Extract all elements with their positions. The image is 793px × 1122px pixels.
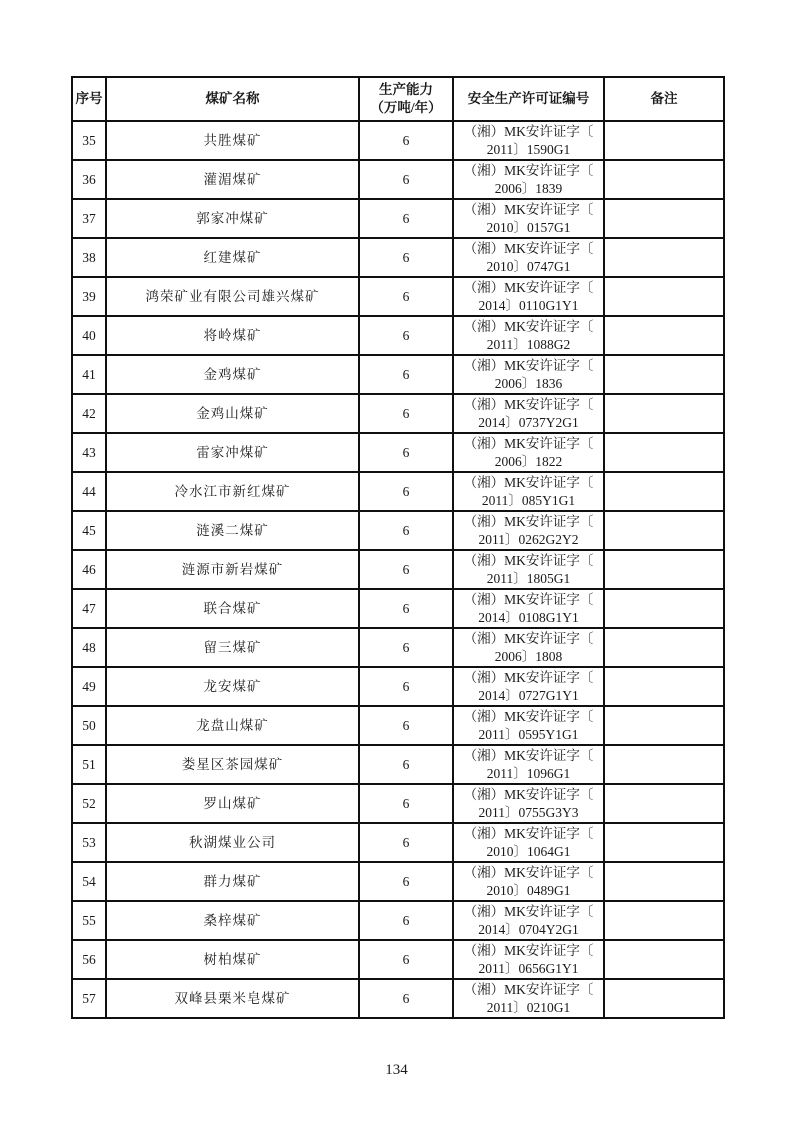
remark-value [604, 238, 724, 277]
license-number [453, 316, 604, 355]
row-index: 38 [72, 238, 106, 277]
mine-name: 雷家冲煤矿 [106, 433, 359, 472]
license-line2: 2006〕1808 [494, 648, 563, 664]
table-row [72, 589, 724, 628]
remark-value [604, 550, 724, 589]
remark-value [604, 901, 724, 940]
remark-value [604, 355, 724, 394]
remark-value [604, 121, 724, 160]
license-line2: 2006〕1822 [494, 453, 563, 469]
table-row [72, 121, 724, 160]
capacity-value: 6 [359, 355, 453, 394]
license-line2: 2010〕0489G1 [486, 882, 571, 898]
remark-value [604, 979, 724, 1018]
license-number [453, 901, 604, 940]
row-index: 56 [72, 940, 106, 979]
license-number [453, 238, 604, 277]
remark-value [604, 706, 724, 745]
table-row [72, 706, 724, 745]
mine-name: 龙盘山煤矿 [106, 706, 359, 745]
license-line2: 2011〕0210G1 [486, 999, 571, 1015]
mine-name: 郭家冲煤矿 [106, 199, 359, 238]
table-row [72, 667, 724, 706]
capacity-value: 6 [359, 940, 453, 979]
table-body [72, 121, 724, 1018]
page-number: 134 [385, 1062, 408, 1078]
coal-mine-table [71, 76, 725, 1019]
table-row [72, 628, 724, 667]
row-index: 52 [72, 784, 106, 823]
license-line2: 2011〕1088G2 [486, 336, 571, 352]
capacity-value: 6 [359, 706, 453, 745]
license-number [453, 628, 604, 667]
remark-value [604, 667, 724, 706]
remark-value [604, 316, 724, 355]
license-number [453, 550, 604, 589]
row-index: 46 [72, 550, 106, 589]
license-line2: 2014〕0704Y2G1 [478, 921, 579, 937]
capacity-value: 6 [359, 550, 453, 589]
table-row [72, 745, 724, 784]
row-index: 36 [72, 160, 106, 199]
license-number [453, 472, 604, 511]
license-line2: 2011〕0262G2Y2 [478, 531, 579, 547]
license-line1: （湘）MK安许证字〔 [463, 396, 594, 412]
remark-value [604, 160, 724, 199]
remark-value [604, 433, 724, 472]
remark-value [604, 940, 724, 979]
license-line1: （湘）MK安许证字〔 [463, 162, 594, 178]
row-index: 44 [72, 472, 106, 511]
license-number [453, 121, 604, 160]
capacity-value: 6 [359, 979, 453, 1018]
capacity-value: 6 [359, 511, 453, 550]
license-line2: 2010〕0157G1 [486, 219, 571, 235]
table-header [72, 77, 724, 121]
row-index: 53 [72, 823, 106, 862]
license-line1: （湘）MK安许证字〔 [463, 630, 594, 646]
mine-name: 双峰县栗米皂煤矿 [106, 979, 359, 1018]
row-index: 47 [72, 589, 106, 628]
license-line2: 2010〕1064G1 [486, 843, 571, 859]
table-row [72, 433, 724, 472]
row-index: 45 [72, 511, 106, 550]
license-line1: （湘）MK安许证字〔 [463, 435, 594, 451]
header-remark: 备注 [604, 77, 724, 121]
license-line1: （湘）MK安许证字〔 [463, 747, 594, 763]
capacity-value: 6 [359, 589, 453, 628]
row-index: 41 [72, 355, 106, 394]
license-number [453, 160, 604, 199]
remark-value [604, 199, 724, 238]
license-line2: 2011〕0595Y1G1 [478, 726, 579, 742]
remark-value [604, 862, 724, 901]
license-number [453, 745, 604, 784]
mine-name: 龙安煤矿 [106, 667, 359, 706]
license-line2: 2014〕0727G1Y1 [478, 687, 579, 703]
mine-name: 金鸡山煤矿 [106, 394, 359, 433]
remark-value [604, 628, 724, 667]
mine-name: 金鸡煤矿 [106, 355, 359, 394]
license-line2: 2014〕0110G1Y1 [478, 297, 579, 313]
table-row [72, 550, 724, 589]
table-row [72, 940, 724, 979]
license-number [453, 862, 604, 901]
remark-value [604, 277, 724, 316]
mine-name: 罗山煤矿 [106, 784, 359, 823]
license-number [453, 355, 604, 394]
license-number [453, 784, 604, 823]
license-line1: （湘）MK安许证字〔 [463, 591, 594, 607]
license-line1: （湘）MK安许证字〔 [463, 552, 594, 568]
capacity-value: 6 [359, 121, 453, 160]
mine-name: 涟源市新岩煤矿 [106, 550, 359, 589]
remark-value [604, 784, 724, 823]
license-line1: （湘）MK安许证字〔 [463, 474, 594, 490]
mine-name: 留三煤矿 [106, 628, 359, 667]
license-line2: 2014〕0108G1Y1 [478, 609, 579, 625]
capacity-value: 6 [359, 472, 453, 511]
row-index: 40 [72, 316, 106, 355]
table-row [72, 160, 724, 199]
table-row [72, 901, 724, 940]
row-index: 43 [72, 433, 106, 472]
row-index: 55 [72, 901, 106, 940]
table-row [72, 862, 724, 901]
mine-name: 红建煤矿 [106, 238, 359, 277]
header-capacity-line2: （万吨/年） [370, 100, 442, 115]
header-license: 安全生产许可证编号 [453, 77, 604, 121]
license-number [453, 979, 604, 1018]
mine-name: 树柏煤矿 [106, 940, 359, 979]
row-index: 51 [72, 745, 106, 784]
mine-name: 群力煤矿 [106, 862, 359, 901]
license-line1: （湘）MK安许证字〔 [463, 864, 594, 880]
license-number [453, 940, 604, 979]
header-row [72, 77, 724, 121]
license-line2: 2006〕1839 [494, 180, 563, 196]
license-line1: （湘）MK安许证字〔 [463, 786, 594, 802]
license-line1: （湘）MK安许证字〔 [463, 708, 594, 724]
capacity-value: 6 [359, 199, 453, 238]
table-row [72, 355, 724, 394]
mine-name: 秋湖煤业公司 [106, 823, 359, 862]
license-number [453, 511, 604, 550]
capacity-value: 6 [359, 316, 453, 355]
table-row [72, 277, 724, 316]
license-line1: （湘）MK安许证字〔 [463, 903, 594, 919]
capacity-value: 6 [359, 823, 453, 862]
license-line2: 2011〕0656G1Y1 [478, 960, 579, 976]
capacity-value: 6 [359, 277, 453, 316]
table-row [72, 511, 724, 550]
remark-value [604, 394, 724, 433]
license-number [453, 706, 604, 745]
table-row [72, 472, 724, 511]
row-index: 48 [72, 628, 106, 667]
header-mine-name: 煤矿名称 [106, 77, 359, 121]
license-line2: 2006〕1836 [494, 375, 563, 391]
table-row [72, 316, 724, 355]
capacity-value: 6 [359, 745, 453, 784]
license-line1: （湘）MK安许证字〔 [463, 825, 594, 841]
license-line1: （湘）MK安许证字〔 [463, 318, 594, 334]
mine-name: 桑梓煤矿 [106, 901, 359, 940]
license-line1: （湘）MK安许证字〔 [463, 669, 594, 685]
mine-name: 灌湄煤矿 [106, 160, 359, 199]
header-capacity-line1: 生产能力 [379, 82, 433, 97]
row-index: 50 [72, 706, 106, 745]
license-line1: （湘）MK安许证字〔 [463, 513, 594, 529]
row-index: 42 [72, 394, 106, 433]
header-index: 序号 [72, 77, 106, 121]
remark-value [604, 589, 724, 628]
table-row [72, 238, 724, 277]
remark-value [604, 511, 724, 550]
mine-name: 联合煤矿 [106, 589, 359, 628]
mine-name: 将岭煤矿 [106, 316, 359, 355]
license-line2: 2011〕1805G1 [486, 570, 571, 586]
license-line2: 2011〕1096G1 [486, 765, 571, 781]
mine-name: 共胜煤矿 [106, 121, 359, 160]
license-number [453, 394, 604, 433]
license-line1: （湘）MK安许证字〔 [463, 357, 594, 373]
license-line1: （湘）MK安许证字〔 [463, 123, 594, 139]
capacity-value: 6 [359, 394, 453, 433]
license-line1: （湘）MK安许证字〔 [463, 240, 594, 256]
table-row [72, 784, 724, 823]
license-number [453, 277, 604, 316]
license-line2: 2014〕0737Y2G1 [478, 414, 579, 430]
mine-name: 涟溪二煤矿 [106, 511, 359, 550]
row-index: 54 [72, 862, 106, 901]
license-line1: （湘）MK安许证字〔 [463, 942, 594, 958]
license-number [453, 433, 604, 472]
capacity-value: 6 [359, 628, 453, 667]
row-index: 37 [72, 199, 106, 238]
remark-value [604, 745, 724, 784]
license-number [453, 823, 604, 862]
license-number [453, 589, 604, 628]
license-line1: （湘）MK安许证字〔 [463, 981, 594, 997]
capacity-value: 6 [359, 238, 453, 277]
table-row [72, 979, 724, 1018]
row-index: 57 [72, 979, 106, 1018]
row-index: 49 [72, 667, 106, 706]
capacity-value: 6 [359, 784, 453, 823]
capacity-value: 6 [359, 160, 453, 199]
remark-value [604, 472, 724, 511]
license-line1: （湘）MK安许证字〔 [463, 279, 594, 295]
mine-name: 冷水江市新红煤矿 [106, 472, 359, 511]
mine-name: 娄星区茶园煤矿 [106, 745, 359, 784]
mine-name: 鸿荣矿业有限公司雄兴煤矿 [106, 277, 359, 316]
row-index: 39 [72, 277, 106, 316]
header-capacity [359, 77, 453, 121]
license-number [453, 199, 604, 238]
capacity-value: 6 [359, 862, 453, 901]
license-line1: （湘）MK安许证字〔 [463, 201, 594, 217]
license-line2: 2011〕085Y1G1 [481, 492, 576, 508]
license-line2: 2011〕0755G3Y3 [478, 804, 579, 820]
table-row [72, 823, 724, 862]
license-line2: 2010〕0747G1 [486, 258, 571, 274]
capacity-value: 6 [359, 433, 453, 472]
capacity-value: 6 [359, 667, 453, 706]
table-row [72, 394, 724, 433]
license-line2: 2011〕1590G1 [486, 141, 571, 157]
capacity-value: 6 [359, 901, 453, 940]
license-number [453, 667, 604, 706]
table-row [72, 199, 724, 238]
remark-value [604, 823, 724, 862]
row-index: 35 [72, 121, 106, 160]
